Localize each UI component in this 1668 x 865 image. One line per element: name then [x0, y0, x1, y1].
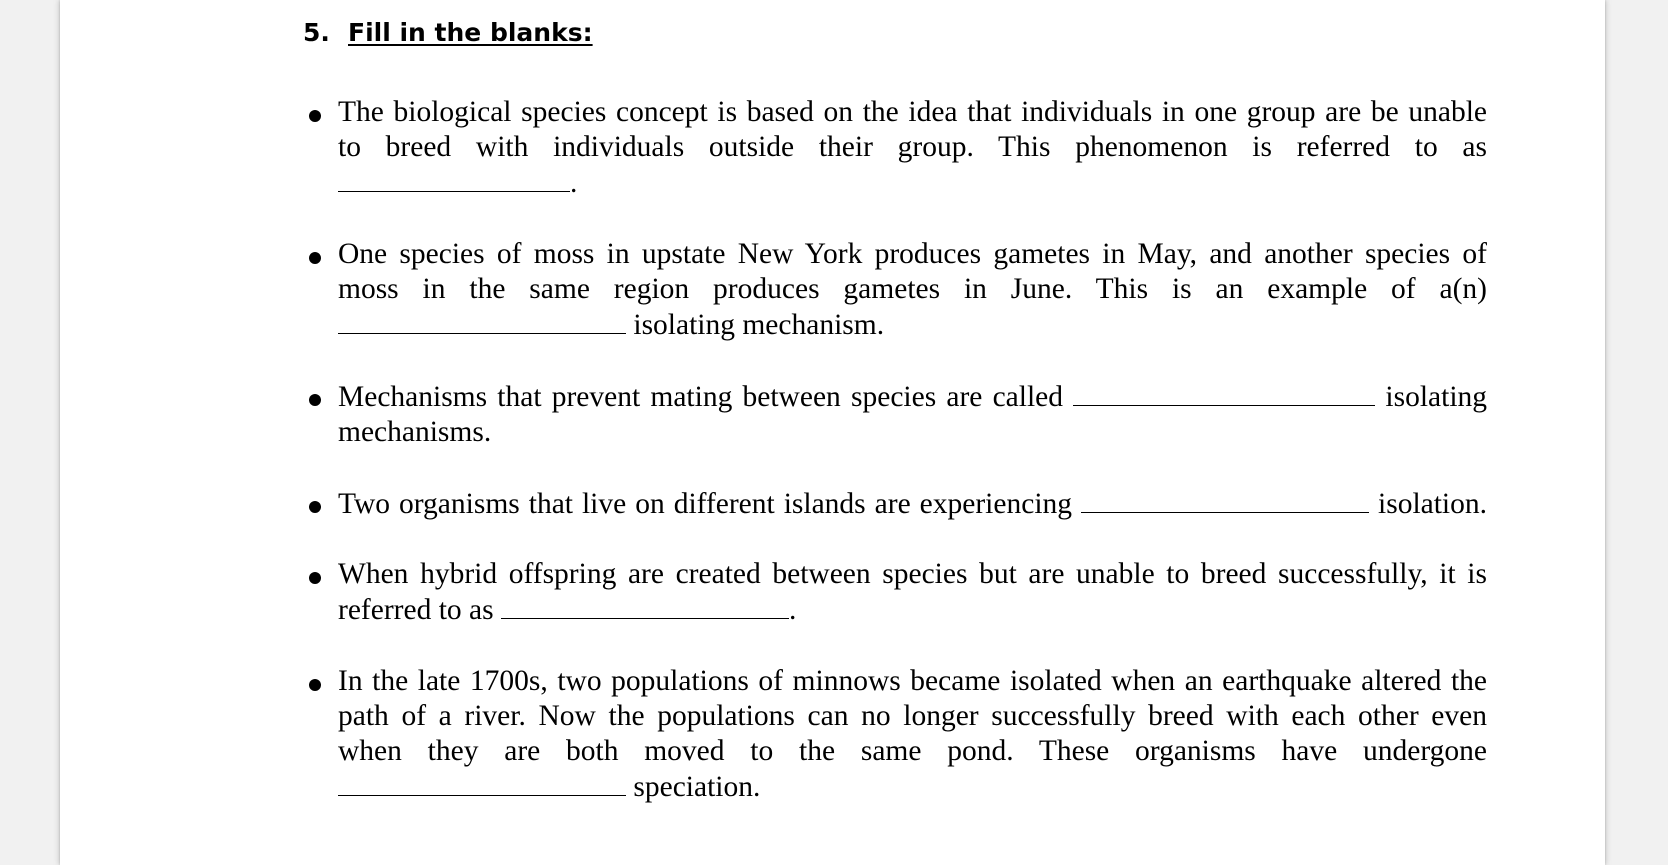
answer-blank-4[interactable] [1081, 486, 1369, 513]
question-1-line-3 [338, 165, 1487, 201]
question-2 [338, 237, 1487, 343]
answer-blank-5[interactable] [501, 592, 789, 619]
question-6-end: speciation. [626, 771, 761, 803]
question-3-before: Mechanisms that prevent mating between species are called [338, 381, 1063, 413]
question-5-line-1: When hybrid offspring are created between species but are unable to breed successfully, it is [338, 558, 1487, 590]
question-5-end: . [788, 594, 797, 626]
question-3 [338, 379, 1487, 450]
question-6-line-3: when they are both moved to the same pond. These organisms have undergone [338, 735, 1487, 767]
section-title: Fill in the blanks: [348, 18, 593, 47]
bullet-icon [309, 252, 321, 264]
question-3-line-1 [338, 379, 1487, 415]
question-4-before: Two organisms that live on different islands are experiencing [338, 488, 1073, 520]
answer-blank-3[interactable] [1073, 379, 1375, 406]
section-number: 5. [303, 18, 330, 47]
question-6-line-4 [338, 769, 1487, 805]
question-2-end: isolating mechanism. [626, 309, 885, 341]
question-4 [338, 486, 1487, 522]
question-5-before: referred to as [338, 594, 501, 626]
answer-blank-6[interactable] [338, 769, 626, 796]
question-4-after: isolation. [1378, 488, 1487, 520]
answer-blank-2[interactable] [338, 307, 626, 334]
bullet-icon [309, 572, 321, 584]
document-page [60, 0, 1605, 865]
question-6-line-2: path of a river. Now the populations can no longer successfully breed with each other even [338, 700, 1487, 732]
bullet-icon [309, 679, 321, 691]
question-1 [338, 95, 1487, 201]
section-heading [303, 18, 593, 47]
bullet-icon [309, 110, 321, 122]
question-3-line-2: mechanisms. [338, 416, 492, 448]
question-1-end: . [570, 167, 578, 199]
bullet-icon [309, 394, 321, 406]
question-1-line-2: to breed with individuals outside their group. This phenomenon is referred to as [338, 131, 1487, 163]
question-2-line-2: moss in the same region produces gametes in June. This is an example of a(n) [338, 273, 1487, 305]
question-4-line-1 [338, 486, 1487, 522]
question-6 [338, 664, 1487, 805]
bullet-icon [309, 501, 321, 513]
question-1-line-1: The biological species concept is based on the idea that individuals in one group are be unable [338, 96, 1487, 128]
question-3-after: isolating [1385, 381, 1488, 413]
question-6-line-1: In the late 1700s, two populations of minnows became isolated when an earthquake altered the [338, 665, 1487, 697]
question-2-line-1: One species of moss in upstate New York produces gametes in May, and another species of [338, 238, 1487, 270]
question-5-line-2 [338, 592, 1487, 628]
answer-blank-1[interactable] [338, 165, 570, 192]
question-5 [338, 557, 1487, 628]
question-2-line-3 [338, 307, 1487, 343]
